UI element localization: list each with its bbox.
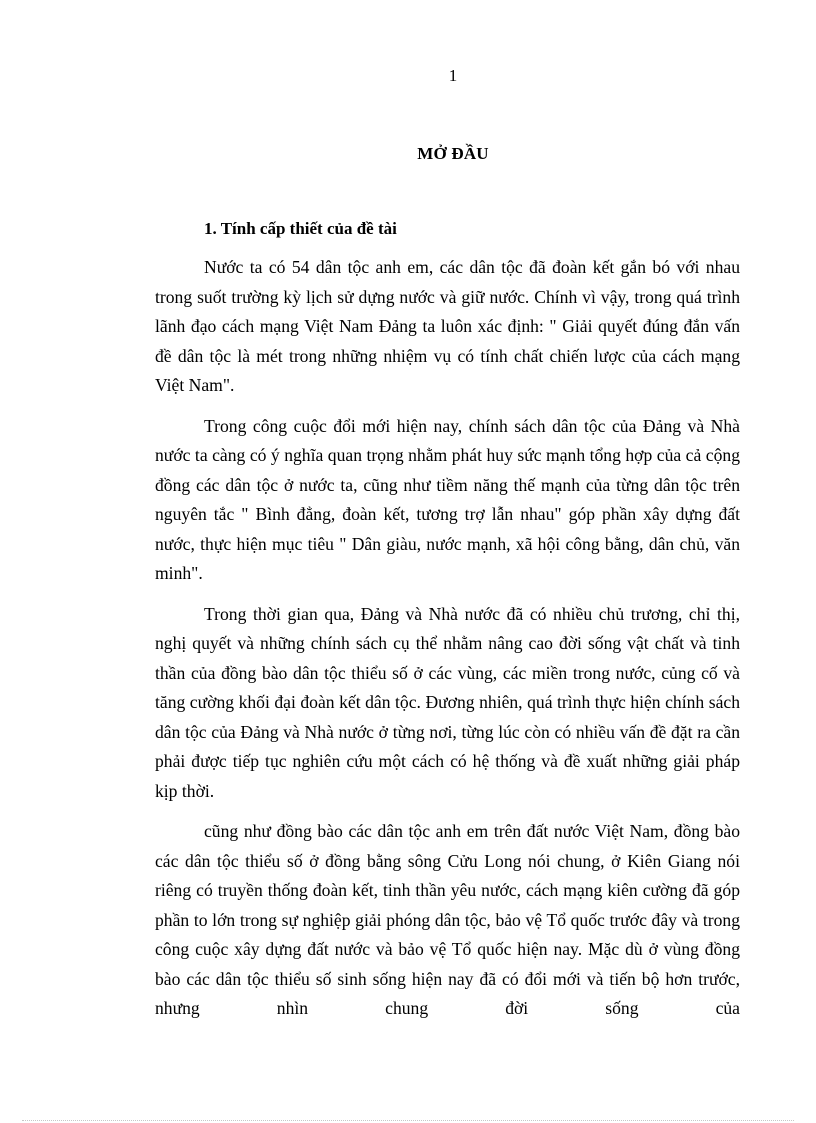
page-number: 1 [448,66,458,85]
paragraph-1: Nước ta có 54 dân tộc anh em, các dân tộc đã đoàn kết gắn bó với nhau trong suốt trường kỳ lịch sử dựng nước và giữ nước. Chính vì vậy, trong quá trình lãnh đạo cách mạng Việt Nam Đảng ta luôn xác định: " Giải quyết đúng đắn vấn đề dân tộc là mét trong những nhiệm vụ có tính chất chiến lược của cách mạng Việt Nam". [155,257,740,395]
page-bottom-divider [22,1120,794,1121]
paragraph-3: Trong thời gian qua, Đảng và Nhà nước đã có nhiều chủ trương, chỉ thị, nghị quyết và những chính sách cụ thể nhằm nâng cao đời sống vật chất và tinh thần của đồng bào dân tộc thiểu số ở các vùng, các miền trong nước, củng cố và tăng cường khối đại đoàn kết dân tộc. Đương nhiên, quá trình thực hiện chính sách dân tộc của Đảng và Nhà nước ở từng nơi, từng lúc còn có nhiều vấn đề đặt ra cần phải được tiếp tục nghiên cứu một cách có hệ thống và đề xuất những giải pháp kịp thời. [155,603,740,801]
paragraph-4: cũng như đồng bào các dân tộc anh em trên đất nước Việt Nam, đồng bào các dân tộc thiểu số ở đồng bằng sông Cửu Long nói chung, ở Kiên Giang nói riêng có truyền thống đoàn kết, tinh thần yêu nước, cách mạng kiên cường đã góp phần to lớn trong sự nghiệp giải phóng dân tộc, bảo vệ Tổ quốc trước đây và trong công cuộc xây dựng đất nước và bảo vệ Tổ quốc hiện nay. Mặc dù ở vùng đồng bào các dân tộc thiểu số sinh sống hiện nay đã có đổi mới và tiến bộ hơn trước, nhưng nhìn chung đời sống của [155,821,740,1018]
section-title: 1. Tính cấp thiết của đề tài [204,219,397,238]
paragraph-2: Trong công cuộc đổi mới hiện nay, chính sách dân tộc của Đảng và Nhà nước ta càng có ý nghĩa quan trọng nhằm phát huy sức mạnh tổng hợp của cả cộng đồng các dân tộc ở nước ta, cũng như tiềm năng thế mạnh của từng dân tộc trên nguyên tắc " Bình đẳng, đoàn kết, tương trợ lẫn nhau" góp phần xây dựng đất nước, thực hiện mục tiêu " Dân giàu, nước mạnh, xã hội công bằng, dân chủ, văn minh". [155,415,740,583]
document-heading: MỞ ĐẦU [417,144,489,163]
body-text [155,253,740,1035]
